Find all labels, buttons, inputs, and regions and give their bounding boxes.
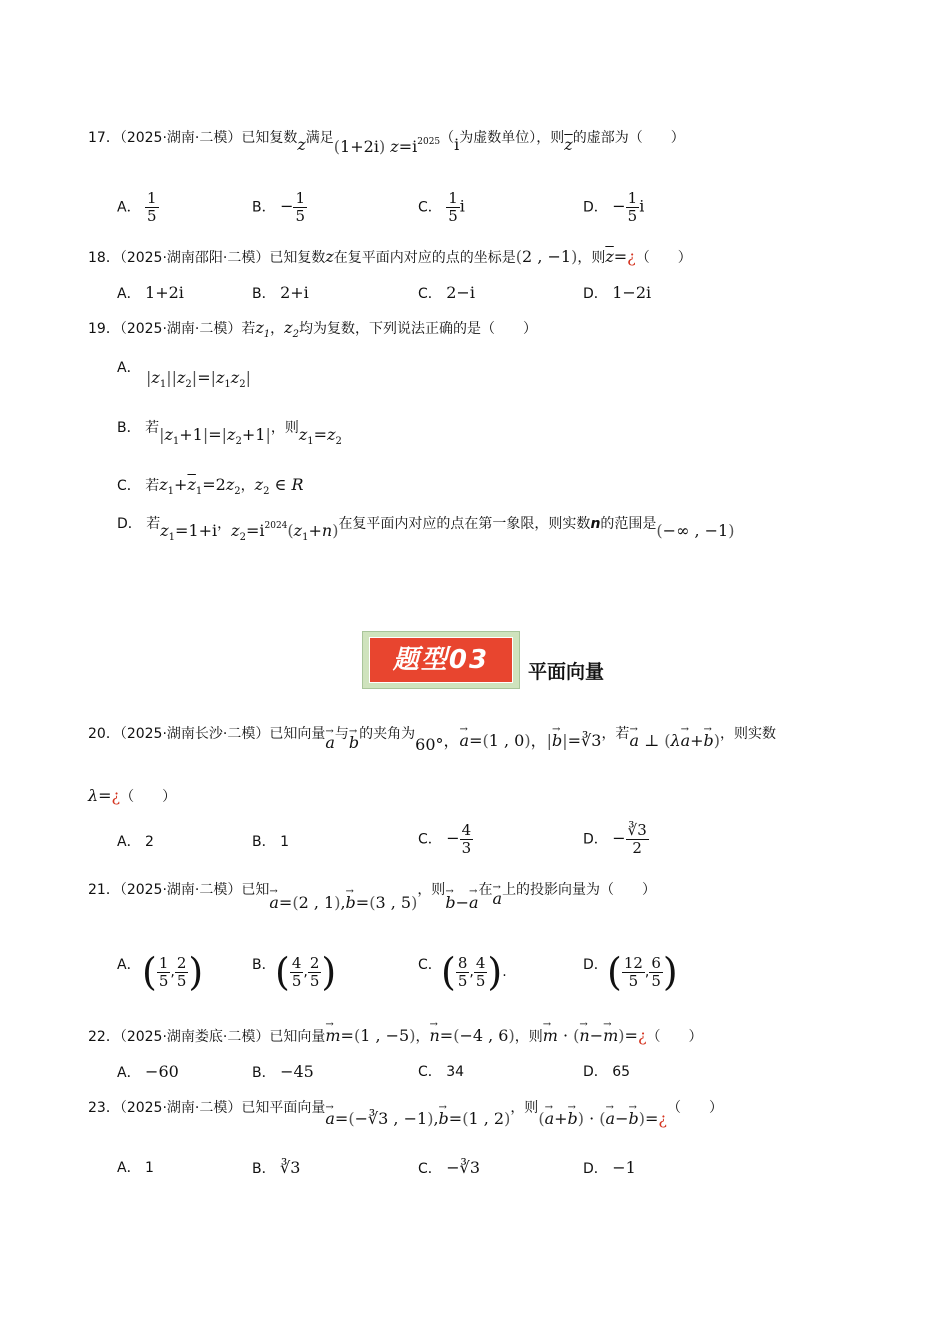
math-z: z [297,135,306,154]
option-20c[interactable]: C． − $\frac{4}{3}$ [418,821,472,857]
question-23: 23．（2025·湖南·二模）已知平面向量a →=(−∛3 , −1),b →=(1 , 2)，则(a →+b →) · (a →−b →)=¿（ ） [88,1098,723,1129]
option-21b[interactable]: B． [252,957,276,973]
option-19d[interactable]: D． 若$z_1=1+i$，$z_2=i^{2024}(z_1+n)$在复平面内对应的点在第一象限，则实数n的范围是(−∞ , −1) [117,516,735,543]
option-20b[interactable]: B． 1 [252,834,289,850]
option-23a[interactable]: A． 1 [117,1160,154,1176]
question-20: 20．（2025·湖南长沙·二模）已知向量a →与b →的夹角为60°，a →=(1 , 0)，|b →|=∛3，若a → ⊥ (λa →+b →)，则实数 [88,724,776,755]
question-21: 21．（2025·湖南·二模）已知a →=(2 , 1),b →=(3 , 5)，则b →−a →在a →上的投影向量为（ ） [88,880,656,913]
section-badge-label: 题型03 [369,637,513,683]
question-source: （2025·湖南娄底·二模） [119,1029,270,1045]
option-23d[interactable]: D． −1 [583,1158,636,1177]
question-number: 23． [88,1100,120,1116]
question-source: （2025·湖南·二模） [119,1100,242,1116]
option-21a[interactable]: A． [117,957,141,973]
option-21d[interactable]: D． [583,957,608,973]
option-21b-vector: ( $\frac{4}{5}$ , $\frac{2}{5}$ ) [275,950,337,994]
option-17c[interactable]: C． $\frac{1}{5}$ i [418,189,465,225]
question-18: 18．（2025·湖南邵阳·二模）已知复数z在复平面内对应的点的坐标是(2 , −1)，则$\overline{z}=¿$（ ） [88,247,692,266]
question-number: 20． [88,726,120,742]
question-number: 21． [88,882,120,898]
option-19a-formula: $|z_1||z_2|=|z_1z_2|$ [146,368,251,390]
option-20d[interactable]: D． − $\frac{∛3}{2}$ [583,821,647,857]
fraction: $\frac{1}{5}$ [147,189,157,225]
option-22d[interactable]: D． 65 [583,1064,631,1080]
option-22b[interactable]: B． −45 [252,1062,314,1081]
question-number: 17． [88,130,120,146]
question-22: 22．（2025·湖南娄底·二模）已知向量m →=(1 , −5)，n →=(−4 , 6)，则m → · (n →−m →)=¿（ ） [88,1026,703,1047]
question-20-line2: λ=¿（ ） [88,786,177,805]
option-18a[interactable]: A． 1+2i [117,283,184,302]
fraction: $\frac{1}{5}$ [448,189,458,225]
option-23b[interactable]: B． ∛3 [252,1158,301,1177]
option-22a[interactable]: A． −60 [117,1062,179,1081]
section-badge [362,631,520,689]
question-number: 18． [88,250,120,266]
option-17a[interactable]: A． $\frac{1}{5}$ [117,189,157,225]
fraction: $\frac{1}{5}$ [627,189,638,225]
option-21a-vector: ( $\frac{1}{5}$ , $\frac{2}{5}$ ) [142,950,204,994]
option-22c[interactable]: C． 34 [418,1064,465,1080]
option-17d[interactable]: D． − $\frac{1}{5}$ i [583,189,645,225]
question-19: 19．（2025·湖南·二模）若$z_1$，$z_2$均为复数，下列说法正确的是（ ） [88,318,537,340]
question-17: 17．（2025·湖南·二模）已知复数z满足(1+2i) $z=i^{2025}(i$为虚数单位），则$\overline{z}$的虚部为（ ） [88,130,685,156]
option-18b[interactable]: B． 2+i [252,283,309,302]
fraction: $\frac{4}{3}$ [461,821,472,857]
option-18c[interactable]: C． 2−i [418,283,475,302]
option-21c[interactable]: C． [418,957,442,973]
option-18d[interactable]: D． 1−2i [583,283,652,302]
fraction: $\frac{1}{5}$ [295,189,306,225]
option-17b[interactable]: B． − $\frac{1}{5}$ [252,189,306,225]
option-21c-vector: ( $\frac{8}{5}$ , $\frac{4}{5}$ ). [441,950,507,994]
question-source: （2025·湖南·二模） [119,882,242,898]
section-title: 平面向量 [528,661,605,683]
option-23c[interactable]: C． −∛3 [418,1158,481,1177]
question-source: （2025·湖南·二模） [119,130,242,146]
option-19c[interactable]: C． 若$z_1+\overline{z}_1=2z_2$，$z_2$ ∈ R [117,475,304,497]
option-19b[interactable]: B． 若$|z_1+1|=|z_2+1|$，则$z_1=z_2$ [117,420,342,447]
question-source: （2025·湖南长沙·二模） [119,726,270,742]
question-number: 22． [88,1029,120,1045]
option-20a[interactable]: A． 2 [117,834,154,850]
math-zbar: $\overline{z}$ [564,135,573,154]
option-21d-vector: ( $\frac{12}{5}$ , $\frac{6}{5}$ ) [607,950,678,994]
math-equation: (1+2i) $z=i^{2025}$ [333,137,441,156]
question-source: （2025·湖南邵阳·二模） [119,250,270,266]
question-number: 19． [88,321,120,337]
question-source: （2025·湖南·二模） [119,321,242,337]
option-19a[interactable]: A． [117,360,141,376]
fraction: $\frac{∛3}{2}$ [627,821,647,857]
